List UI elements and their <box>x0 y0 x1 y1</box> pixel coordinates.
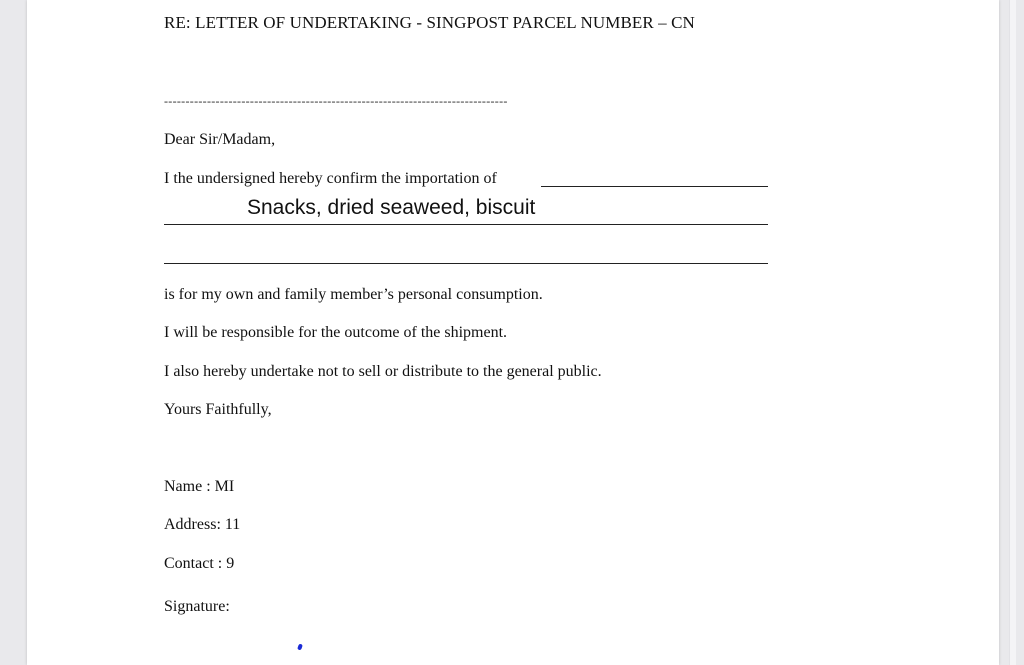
responsibility-line: I will be responsible for the outcome of the shipment. <box>164 324 508 341</box>
address-field: Address: 11 <box>164 516 241 533</box>
undertake-line: I also hereby undertake not to sell or distribute to the general public. <box>164 363 602 380</box>
signature-ink-mark <box>297 643 303 650</box>
subject-line: RE: LETTER OF UNDERTAKING - SINGPOST PARCEL NUMBER – CN <box>164 13 695 32</box>
salutation: Dear Sir/Madam, <box>164 131 276 148</box>
contact-field: Contact : 9 <box>164 555 235 572</box>
importation-blank-inline <box>541 186 768 187</box>
importation-blank-row-1 <box>164 224 768 225</box>
vertical-scrollbar[interactable] <box>1009 0 1016 665</box>
name-field: Name : MI <box>164 478 235 495</box>
handwritten-items: Snacks, dried seaweed, biscuit <box>247 196 536 219</box>
confirm-line: I the undersigned hereby confirm the importation of <box>164 170 497 187</box>
document-page <box>27 0 999 665</box>
signature-label: Signature: <box>164 598 230 615</box>
separator-line: -------------------------------------------------------------------------------- <box>164 94 508 108</box>
importation-blank-row-2 <box>164 263 768 264</box>
closing: Yours Faithfully, <box>164 401 272 418</box>
consumption-line: is for my own and family member’s personal consumption. <box>164 286 543 303</box>
